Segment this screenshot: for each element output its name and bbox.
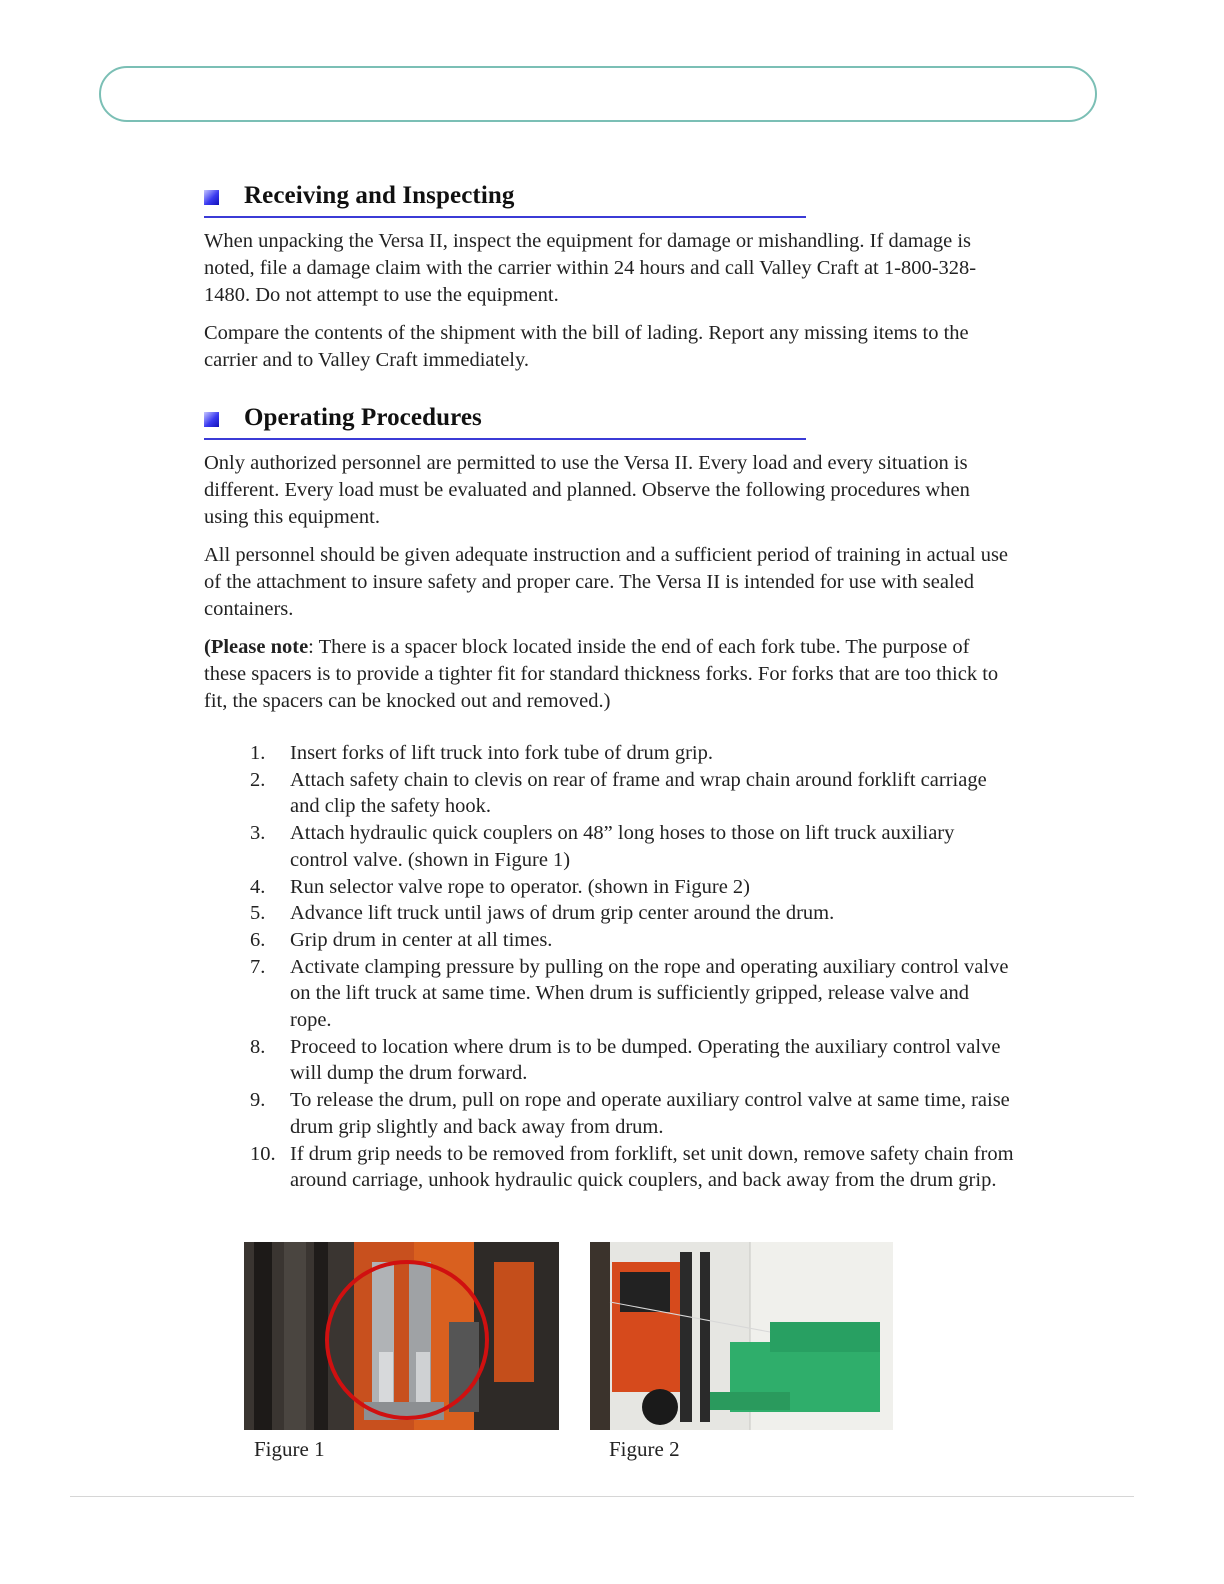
step-text: Attach safety chain to clevis on rear of frame and wrap chain around forklift carriage and clip the safety hook. — [290, 768, 987, 818]
section-title: Receiving and Inspecting — [244, 182, 515, 209]
note-text: : There is a spacer block located inside the end of each fork tube. The purpose of these spacers is to provide a tighter fit for standard thickness forks. For forks that are too thick to fit, the spacers can be knocked out and removed.) — [204, 636, 999, 712]
list-item — [204, 1034, 1014, 1087]
step-number: 7. — [250, 955, 266, 978]
page-content — [204, 180, 1014, 1194]
list-item — [204, 900, 1014, 927]
section-heading-receiving — [204, 180, 806, 218]
step-text: To release the drum, pull on rope and operate auxiliary control valve at same time, raise drum grip slightly and back away from drum. — [290, 1089, 1010, 1138]
section-title: Operating Procedures — [244, 404, 482, 431]
square-bullet-icon — [204, 412, 219, 427]
list-item — [204, 767, 1014, 820]
figure-1-caption: Figure 1 — [254, 1437, 325, 1461]
figure-1-photo — [244, 1242, 559, 1430]
step-text: Grip drum in center at all times. — [290, 928, 553, 951]
step-number: 2. — [250, 768, 266, 791]
step-text: Insert forks of lift truck into fork tube of drum grip. — [290, 742, 714, 764]
paragraph: Only authorized personnel are permitted to use the Versa II. Every load and every situation is different. Every load must be evaluated and planned. Observe the following procedures when using this equipment. — [204, 452, 970, 528]
list-item — [204, 1087, 1014, 1140]
square-bullet-icon — [204, 190, 219, 205]
list-item — [204, 927, 1014, 954]
step-text: Attach hydraulic quick couplers on 48” long hoses to those on lift truck auxiliary control valve. (shown in Figure 1) — [290, 822, 955, 871]
note-paragraph — [204, 634, 1014, 715]
figure-2-caption: Figure 2 — [609, 1437, 680, 1461]
step-text: Advance lift truck until jaws of drum grip center around the drum. — [290, 902, 835, 925]
step-number: 10. — [250, 1142, 276, 1165]
header-banner — [99, 66, 1097, 122]
step-number: 1. — [250, 742, 266, 764]
step-number: 9. — [250, 1089, 266, 1112]
step-number: 6. — [250, 928, 266, 951]
step-number: 4. — [250, 875, 266, 898]
footer-divider — [70, 1496, 1134, 1497]
paragraph: When unpacking the Versa II, inspect the equipment for damage or mishandling. If damage is noted, file a damage claim with the carrier within 24 hours and call Valley Craft at 1-800-328-1480. Do not attempt to use the equipment. — [204, 230, 977, 306]
step-text: Run selector valve rope to operator. (shown in Figure 2) — [290, 875, 750, 898]
list-item — [204, 874, 1014, 901]
note-label: (Please note — [204, 636, 309, 658]
section-heading-operating — [204, 402, 806, 440]
step-number: 5. — [250, 902, 266, 925]
step-text: Proceed to location where drum is to be dumped. Operating the auxiliary control valve will dump the drum forward. — [290, 1035, 1001, 1085]
list-item — [204, 820, 1014, 873]
list-item — [204, 740, 1014, 767]
paragraph: Compare the contents of the shipment with the bill of lading. Report any missing items to the carrier and to Valley Craft immediately. — [204, 322, 969, 371]
list-item — [204, 1141, 1014, 1194]
figure-2-photo — [590, 1242, 893, 1430]
list-item — [204, 954, 1014, 1034]
step-number: 3. — [250, 822, 266, 845]
step-text: If drum grip needs to be removed from forklift, set unit down, remove safety chain from around carriage, unhook hydraulic quick couplers, and back away from the drum grip. — [290, 1142, 1014, 1192]
step-text: Activate clamping pressure by pulling on the rope and operating auxiliary control valve on the lift truck at same time. When drum is sufficiently gripped, release valve and rope. — [290, 955, 1009, 1032]
paragraph: All personnel should be given adequate instruction and a sufficient period of training in actual use of the attachment to insure safety and proper care. The Versa II is intended for use with sealed containers. — [204, 544, 1009, 620]
step-number: 8. — [250, 1035, 266, 1058]
procedure-steps — [204, 740, 1014, 1194]
